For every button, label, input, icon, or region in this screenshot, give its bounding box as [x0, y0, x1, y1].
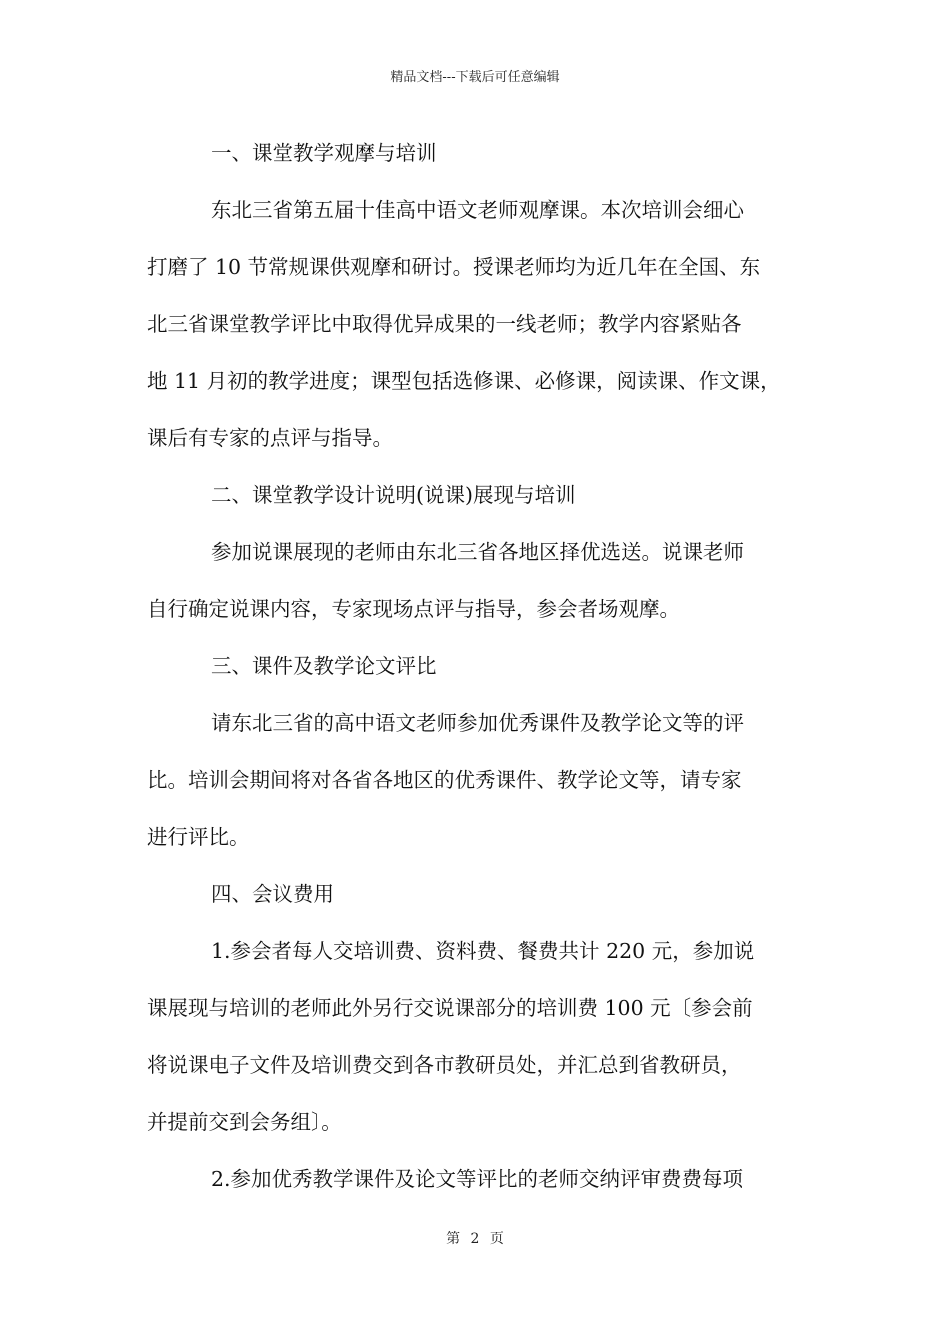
heading-section-2: 二、课堂教学设计说明(说课)展现与培训	[211, 483, 576, 507]
paragraph-line: 2.参加优秀教学课件及论文等评比的老师交纳评审费费每项	[211, 1167, 744, 1191]
heading-section-4: 四、会议费用	[211, 882, 334, 906]
page-number: 第 2 页	[446, 1231, 504, 1247]
paragraph-line: 北三省课堂教学评比中取得优异成果的一线老师；教学内容紧贴各	[147, 312, 742, 336]
heading-section-3: 三、课件及教学论文评比	[211, 654, 437, 678]
paragraph-line: 打磨了 10 节常规课供观摩和研讨。授课老师均为近几年在全国、东	[147, 255, 761, 279]
paragraph-line: 请东北三省的高中语文老师参加优秀课件及教学论文等的评	[211, 711, 744, 735]
page-header: 精品文档---下载后可任意编辑	[390, 70, 560, 85]
paragraph-line: 课后有专家的点评与指导。	[147, 426, 393, 450]
paragraph-line: 1.参会者每人交培训费、资料费、餐费共计 220 元，参加说	[211, 939, 755, 963]
heading-section-1: 一、课堂教学观摩与培训	[211, 141, 437, 165]
paragraph-line: 进行评比。	[147, 825, 250, 849]
paragraph-line: 自行确定说课内容，专家现场点评与指导，参会者场观摩。	[147, 597, 680, 621]
paragraph-line: 并提前交到会务组〕。	[147, 1110, 342, 1134]
paragraph-line: 东北三省第五届十佳高中语文老师观摩课。本次培训会细心	[211, 198, 744, 222]
paragraph-line: 地 11 月初的教学进度；课型包括选修课、必修课，阅读课、作文课，	[147, 369, 781, 393]
paragraph-line: 课展现与培训的老师此外另行交说课部分的培训费 100 元〔参会前	[147, 996, 753, 1020]
paragraph-line: 将说课电子文件及培训费交到各市教研员处，并汇总到省教研员，	[147, 1053, 742, 1077]
paragraph-line: 参加说课展现的老师由东北三省各地区择优选送。说课老师	[211, 540, 744, 564]
paragraph-line: 比。培训会期间将对各省各地区的优秀课件、教学论文等，请专家	[147, 768, 742, 792]
